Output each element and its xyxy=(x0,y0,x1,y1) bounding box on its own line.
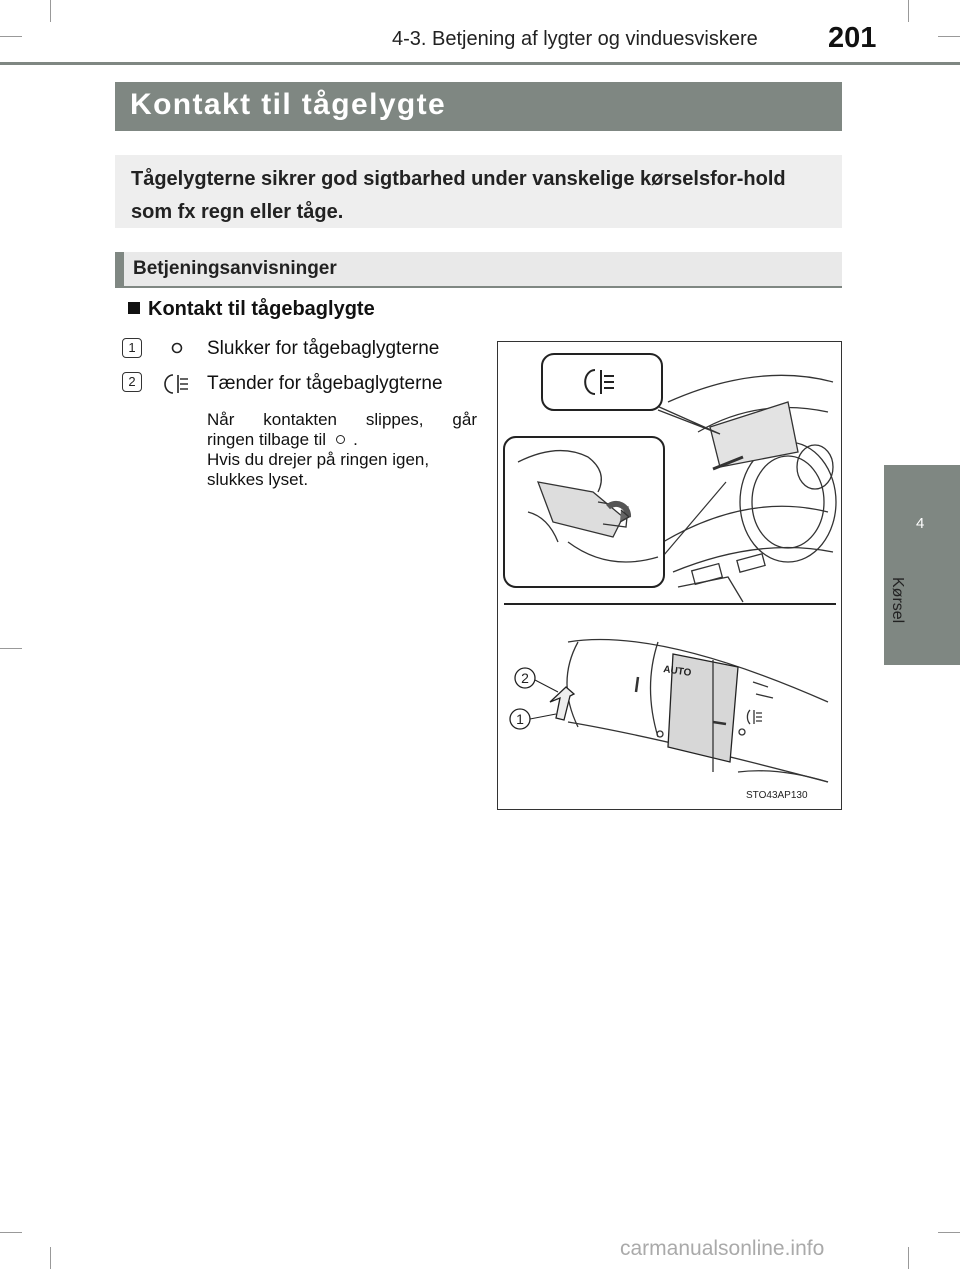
lever-sketch xyxy=(567,640,828,783)
section-heading-text: Kontakt til tågebaglygte xyxy=(148,298,375,320)
note-word: Når xyxy=(207,410,235,429)
chapter-label: Kørsel xyxy=(889,577,906,624)
chapter-tab xyxy=(884,465,960,665)
rear-fog-light-icon xyxy=(164,372,190,396)
callout-number: 1 xyxy=(516,711,524,727)
note-fragment: ringen tilbage til xyxy=(207,430,327,449)
callout-leader xyxy=(530,714,556,719)
item-number: 1 xyxy=(122,338,142,358)
inset-pointer xyxy=(658,482,726,562)
subheading: Betjeningsanvisninger xyxy=(133,258,337,279)
crop-mark xyxy=(0,1232,22,1233)
subheading-bar xyxy=(115,252,842,288)
note-line xyxy=(207,410,477,430)
footer-watermark: carmanualsonline.info xyxy=(620,1237,825,1260)
section-heading xyxy=(128,298,375,321)
note-line xyxy=(207,430,477,450)
note-line: Hvis du drejer på ringen igen, xyxy=(207,450,430,469)
note-word: går xyxy=(452,410,477,429)
subheading-marker xyxy=(115,252,124,286)
illustration-code: STO43AP130 xyxy=(746,790,808,801)
illustration-drawing xyxy=(498,342,841,809)
header-rule xyxy=(0,62,960,65)
section-title-bar xyxy=(115,82,842,131)
crop-mark xyxy=(938,36,960,37)
crop-mark xyxy=(908,0,909,22)
item-text: Tænder for tågebaglygterne xyxy=(207,373,443,394)
note-word: kontakten xyxy=(263,410,338,429)
arrow-up-icon xyxy=(550,687,574,720)
item-text: Slukker for tågebaglygterne xyxy=(207,338,440,359)
fog-switch-illustration xyxy=(497,341,842,810)
crop-mark xyxy=(938,1232,960,1233)
note-word: slippes, xyxy=(365,410,424,429)
dashboard-sketch xyxy=(663,375,836,602)
fog-off-ring-icon xyxy=(336,435,345,444)
item-number: 2 xyxy=(122,372,142,392)
chapter-number: 4 xyxy=(916,515,925,532)
note-text xyxy=(207,410,477,490)
note-line: slukkes lyset. xyxy=(207,470,309,489)
callout-leader xyxy=(535,680,558,692)
page-number: 201 xyxy=(828,22,877,54)
page-title: Kontakt til tågelygte xyxy=(130,88,447,121)
running-header: 4-3. Betjening af lygter og vinduesviskere xyxy=(392,28,758,50)
callout-number: 2 xyxy=(521,670,529,686)
crop-mark xyxy=(50,1247,51,1269)
square-bullet-icon xyxy=(128,302,140,314)
fog-off-ring-icon xyxy=(170,341,184,355)
crop-mark xyxy=(0,648,22,649)
crop-mark xyxy=(50,0,51,22)
switch-auto-label: AUTO xyxy=(662,664,692,679)
intro-box xyxy=(115,155,842,228)
intro-text: Tågelygterne sikrer god sigtbarhed under vanskelige kørselsfor-hold som fx regn eller tåge. xyxy=(131,168,786,223)
crop-mark xyxy=(0,36,22,37)
crop-mark xyxy=(908,1247,909,1269)
note-fragment: . xyxy=(353,430,358,449)
